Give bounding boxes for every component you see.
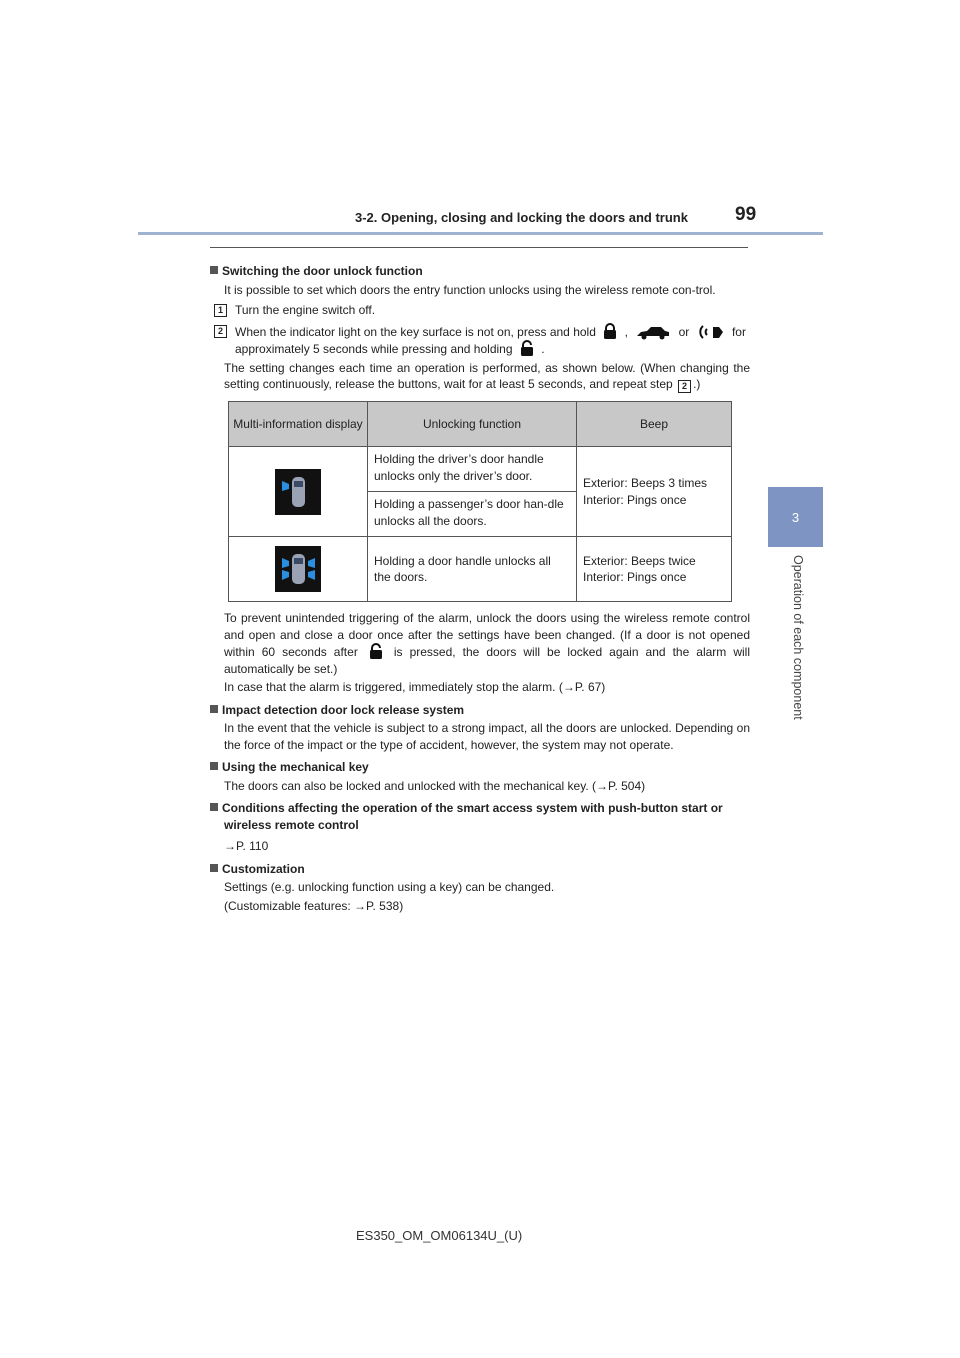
all-doors-display-icon [275, 546, 321, 592]
impact-body: In the event that the vehicle is subject to a strong impact, all the doors are unlocked. Depending on the force of the impact or the type of accident, however, the system may not operate. [224, 721, 750, 752]
step-1 [214, 302, 750, 319]
alarm-note: To prevent unintended triggering of the alarm, unlock the doors using the wireless remote control and open and close a door once after the settings have been changed. (If a door is not opened within 60 seconds after is pressed, the doors will be locked again and the alarm will automatically be set.) [224, 611, 750, 676]
document-code: ES350_OM_OM06134U_(U) [356, 1228, 523, 1243]
mechanical-body: The doors can also be locked and unlocked with the mechanical key. (→P. 504) [224, 778, 646, 793]
chapter-label-text: Operation of each component [791, 555, 805, 720]
chapter-tab [768, 487, 823, 547]
square-bullet-icon [210, 705, 218, 713]
col-header-beep: Beep [577, 402, 732, 447]
square-bullet-icon [210, 803, 218, 811]
customization-body: Settings (e.g. unlocking function using a key) can be changed. [224, 880, 555, 894]
col-header-display: Multi-information display [229, 402, 368, 447]
section-heading-switching: Switching the door unlock function [210, 263, 750, 280]
section-title: 3-2. Opening, closing and locking the doors and trunk [355, 210, 688, 225]
panic-alarm-icon [697, 324, 725, 340]
unlock-settings-table [228, 401, 732, 602]
function-cell: Holding a passenger’s door han-dle unlocks all the doors. [368, 492, 577, 537]
beep-cell: Exterior: Beeps twice Interior: Pings once [577, 537, 732, 602]
section-heading-impact: Impact detection door lock release system [210, 702, 750, 719]
display-cell [229, 447, 368, 537]
driver-door-display-icon [275, 469, 321, 515]
step-reference: 2 [678, 380, 691, 393]
section-heading-mechanical: Using the mechanical key [210, 759, 750, 776]
step-number: 1 [214, 304, 227, 317]
header-rule [138, 232, 823, 235]
table-row [229, 447, 732, 492]
square-bullet-icon [210, 266, 218, 274]
switching-intro: It is possible to set which doors the entry function unlocks using the wireless remote con-trol. [224, 282, 716, 297]
alarm-stop-note: In case that the alarm is triggered, immediately stop the alarm. (→P. 67) [224, 680, 606, 694]
square-bullet-icon [210, 762, 218, 770]
col-header-function: Unlocking function [368, 402, 577, 447]
step-2 [214, 323, 750, 358]
function-cell: Holding the driver’s door handle unlocks only the driver’s door. [368, 447, 577, 492]
page-number: 99 [735, 204, 757, 225]
conditions-body: →P. 110 [224, 839, 269, 853]
lock-icon [603, 323, 617, 340]
table-header-row [229, 402, 732, 447]
customization-ref: (Customizable features: →P. 538) [224, 898, 404, 913]
square-bullet-icon [210, 864, 218, 872]
content-top-rule [210, 247, 748, 248]
function-cell: Holding a door handle unlocks all the doors. [368, 537, 577, 602]
display-cell [229, 537, 368, 602]
beep-cell: Exterior: Beeps 3 times Interior: Pings once [577, 447, 732, 537]
step-number: 2 [214, 325, 227, 338]
trunk-icon [635, 326, 671, 340]
unlock-icon [520, 340, 534, 357]
table-row [229, 537, 732, 602]
chapter-number: 3 [791, 509, 800, 525]
unlock-icon [369, 643, 383, 660]
setting-note: The setting changes each time an operation is performed, as shown below. (When changing the setting continuously, release the buttons, wait for at least 5 seconds, and repeat step 2 .) [224, 360, 750, 391]
step-text: Turn the engine switch off. [235, 303, 376, 317]
section-heading-customization: Customization [210, 861, 750, 878]
section-heading-conditions: Conditions affecting the operation of the smart access system with push-button start or wireless remote control [210, 800, 750, 833]
step-text: When the indicator light on the key surface is not on, press and hold , or for approximately 5 seconds while pressing and holding . [235, 324, 746, 356]
page-content [210, 258, 750, 914]
